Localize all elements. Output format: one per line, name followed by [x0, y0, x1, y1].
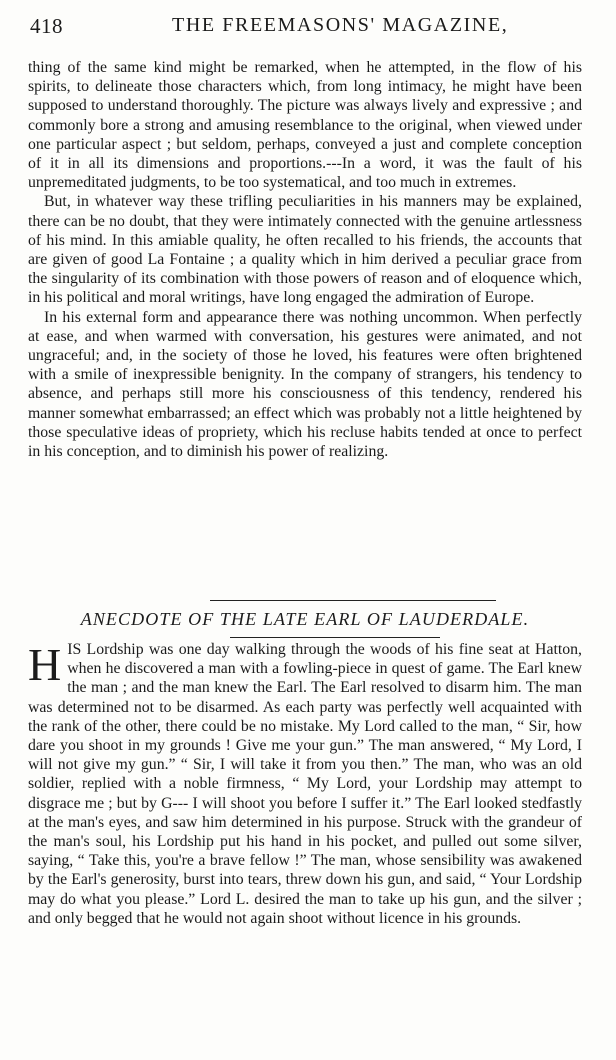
anecdote-title: ANECDOTE OF THE LATE EARL OF LAUDERDALE. [80, 609, 530, 629]
drop-cap: H [28, 639, 62, 690]
title-underline [230, 637, 440, 638]
paragraph: thing of the same kind might be remarked, when he attempted, in the flow of his spirits, to delineate those characters which, from long intimacy, he might have been supposed to understand thoroughly. The picture was always lively and expressive ; and commonly bore a strong and amusing resemblance to the original, when viewed under one particular aspect ; but seldom, perhaps, conveyed a just and complete conception of it in all its dimensions and proportions.---In a word, it was the fault of his unpremeditated judgments, to be too systematical, and too much in extremes. [28, 59, 582, 192]
page-number: 418 [30, 14, 63, 38]
paragraph: In his external form and appearance there was nothing uncommon. When perfectly at ease, and when warmed with conversation, his gestures were animated, and not ungraceful; and, in the society of those he loved, his features were often brightened with a smile of inexpressible benignity. In the company of strangers, his tendency to absence, and perhaps still more his consciousness of this tendency, rendered his manner somewhat embarrassed; an effect which was probably not a little heightened by those speculative ideas of propriety, which his recluse habits tended at once to perfect in his conception, and to diminish his power of realizing. [28, 308, 582, 461]
section-divider [210, 600, 496, 601]
running-head: THE FREEMASONS' MAGAZINE, [172, 14, 509, 36]
anecdote-paragraph [28, 640, 582, 928]
page-header [22, 10, 598, 44]
anecdote-text: IS Lordship was one day walking through the woods of his fine seat at Hatton, when he discovered a man with a fowling-piece in quest of game. The Earl knew the man ; and the man knew the Earl. The Earl resolved to disarm him. The man was determined not to be disarmed. As each party was perfectly well acquainted with the rank of the other, there could be no mistake. My Lord called to the man, “ Sir, how dare you shoot in my grounds ! Give me your gun.” The man answered, “ My Lord, I will not give my gun.” “ Sir, I will take it from you then.” The man, who was an old soldier, replied with a noble firmness, “ My Lord, your Lordship may attempt to disgrace me ; but by G--- I will shoot you before I suffer it.” The Earl looked stedfastly at the man's eyes, and saw him determined in his purpose. Struck with the grandeur of the man's soul, his Lordship put his hand in his pocket, and pulled out some silver, saying, “ Take this, you're a brave fellow !” The man, whose sensibility was awakened by the Earl's generosity, burst into tears, threw down his gun, and said, “ Your Lordship may do what you please.” Lord L. desired the man to take up his gun, and the silver ; and only begged that he would not again shoot without licence in his grounds. [28, 641, 582, 927]
anecdote-body [28, 640, 582, 928]
paragraph: But, in whatever way these trifling peculiarities in his manners may be explained, there can be no doubt, that they were intimately connected with the genuine artlessness of his mind. In this amiable quality, he often recalled to his friends, the accounts that are given of good La Fontaine ; a quality which in him derived a peculiar grace from the singularity of its combination with those powers of reason and of eloquence which, in his political and moral writings, have long engaged the admiration of Europe. [28, 193, 582, 307]
article-continuation [28, 58, 582, 461]
